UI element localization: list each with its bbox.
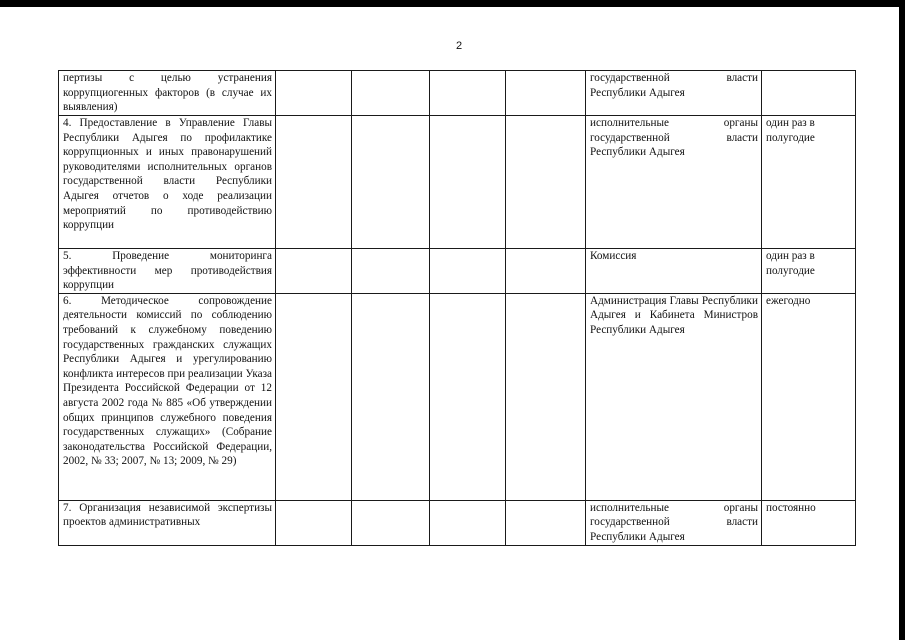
page-frame-right-edge [899, 0, 905, 640]
responsible-organization: государственной власти Республики Адыгея [590, 72, 758, 99]
empty-cell [276, 249, 352, 294]
table-row [59, 249, 856, 294]
table-row [59, 116, 856, 249]
measure-description-cell [59, 71, 276, 116]
empty-cell [352, 71, 430, 116]
responsible-organization: исполнительные органы государственной власти Республики Адыгея [590, 501, 758, 543]
empty-cell [276, 71, 352, 116]
term: один раз в полугодие [766, 250, 815, 277]
measure-description-cell [59, 249, 276, 294]
empty-cell [352, 116, 430, 249]
term-cell [762, 71, 856, 116]
empty-cell [430, 116, 506, 249]
table-row [59, 500, 856, 545]
empty-cell [506, 293, 586, 500]
measure-description: 6. Методическое сопровождение деятельности комиссий по соблюдению требований к служебному поведению государственных гражданских служащих Республики Адыгея и урегулированию конфликта интересов при реализации Указа Президента Российской Федерации от 12 августа 2002 года № 885 «Об утверждении общих принципов служебного поведения государственных служащих» (Собрание законодательства Российской Федерации, 2002, № 33; 2007, № 13; 2009, № 29) [63, 294, 272, 468]
responsible-organization-cell [586, 116, 762, 249]
empty-cell [430, 500, 506, 545]
term: один раз в полугодие [766, 117, 815, 144]
term: ежегодно [766, 294, 811, 307]
measure-description: 4. Предоставление в Управление Главы Республики Адыгея по профилактике коррупционных и иных правонарушений руководителями исполнительных органов государственной власти Республики Адыгея отчетов о ходе реализации мероприятий по противодействию коррупции [63, 117, 272, 232]
empty-cell [430, 293, 506, 500]
responsible-organization-cell [586, 500, 762, 545]
empty-cell [352, 293, 430, 500]
action-plan-table [58, 70, 856, 546]
table-row [59, 71, 856, 116]
empty-cell [430, 249, 506, 294]
page-frame-top-edge [0, 0, 905, 7]
responsible-organization-cell [586, 249, 762, 294]
empty-cell [276, 116, 352, 249]
term-cell [762, 293, 856, 500]
measure-description-cell [59, 500, 276, 545]
measure-description-cell [59, 293, 276, 500]
empty-cell [276, 293, 352, 500]
term-cell [762, 116, 856, 249]
empty-cell [506, 116, 586, 249]
table-row [59, 293, 856, 500]
term-cell [762, 249, 856, 294]
empty-cell [506, 249, 586, 294]
measure-description-cell [59, 116, 276, 249]
responsible-organization: Администрация Главы Республики Адыгея и Кабинета Министров Республики Адыгея [590, 294, 758, 336]
empty-cell [506, 500, 586, 545]
empty-cell [352, 500, 430, 545]
term: постоянно [766, 501, 816, 514]
empty-cell [352, 249, 430, 294]
responsible-organization: исполнительные органы государственной власти Республики Адыгея [590, 117, 758, 159]
page-number: 2 [455, 40, 463, 52]
empty-cell [430, 71, 506, 116]
responsible-organization-cell [586, 71, 762, 116]
empty-cell [506, 71, 586, 116]
empty-cell [276, 500, 352, 545]
measure-description: 7. Организация независимой экспертизы проектов административных [63, 501, 272, 529]
term-cell [762, 500, 856, 545]
responsible-organization: Комиссия [590, 250, 637, 262]
measure-description: пертизы с целью устранения коррупциогенных факторов (в случае их выявления) [63, 72, 272, 114]
measure-description: 5. Проведение мониторинга эффективности мер противодействия коррупции [63, 250, 272, 292]
responsible-organization-cell [586, 293, 762, 500]
